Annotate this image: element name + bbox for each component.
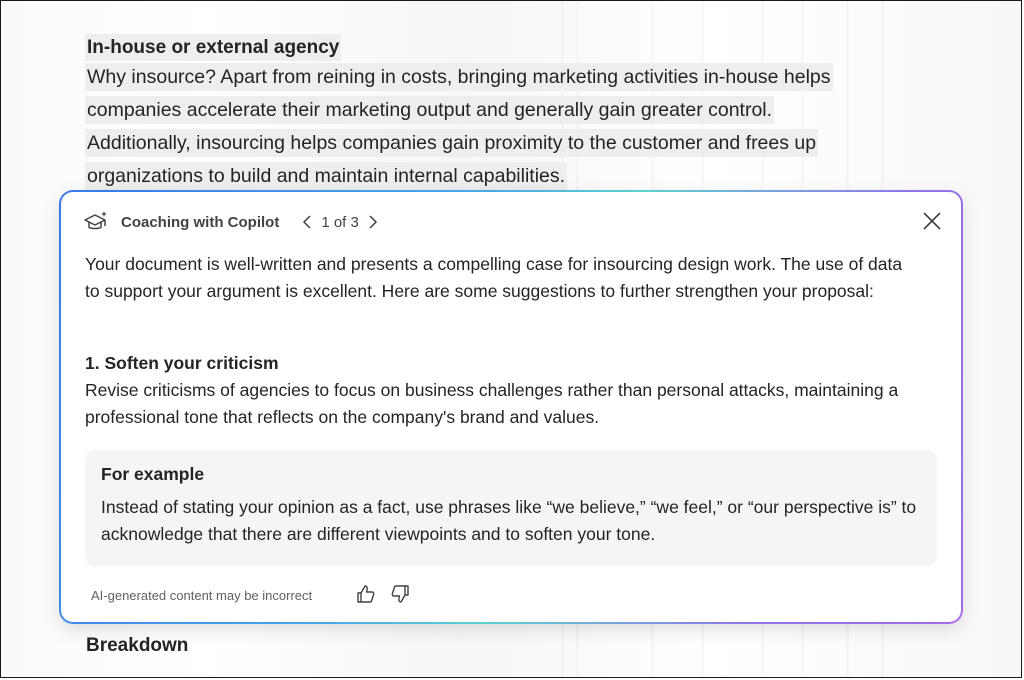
- next-suggestion-button[interactable]: [363, 211, 383, 233]
- card-title: Coaching with Copilot: [121, 213, 280, 231]
- example-box: [85, 450, 937, 566]
- suggestion-pager: 1 of 3: [321, 213, 359, 231]
- chevron-right-icon: [368, 214, 378, 230]
- thumbs-down-button[interactable]: [389, 583, 411, 605]
- document-paragraph[interactable]: [85, 61, 925, 193]
- paragraph-line: organizations to build and maintain internal capabilities.: [85, 162, 567, 190]
- previous-suggestion-button[interactable]: [297, 211, 317, 233]
- suggestion-title: 1. Soften your criticism: [85, 353, 279, 373]
- graduation-cap-sparkle-icon: [83, 210, 109, 234]
- copilot-coaching-card-border: [59, 190, 963, 624]
- thumbs-down-icon: [389, 583, 411, 605]
- coaching-intro-text: Your document is well-written and presents a compelling case for insourcing design work. The use of data to support your argument is excellent. Here are some suggestions to further strengthen your proposal:: [85, 254, 903, 301]
- thumbs-up-button[interactable]: [355, 583, 377, 605]
- suggestion-text: Revise criticisms of agencies to focus on business challenges rather than personal attacks, maintaining a professional tone that reflects on the company's brand and values.: [85, 380, 899, 427]
- thumbs-up-icon: [355, 583, 377, 605]
- paragraph-line: companies accelerate their marketing output and generally gain greater control.: [85, 96, 774, 124]
- example-title: For example: [101, 464, 205, 484]
- chevron-left-icon: [302, 214, 312, 230]
- breakdown-heading[interactable]: Breakdown: [86, 635, 189, 656]
- close-button[interactable]: [921, 210, 943, 232]
- ai-disclaimer: AI-generated content may be incorrect: [91, 588, 313, 603]
- example-text: Instead of stating your opinion as a fact, use phrases like “we believe,” “we feel,” or “our perspective is” to acknowledge that there are different viewpoints and to soften your tone.: [101, 497, 917, 544]
- card-header: [83, 210, 383, 234]
- document-heading[interactable]: In-house or external agency: [85, 31, 341, 64]
- close-icon: [921, 210, 943, 232]
- paragraph-line: Why insource? Apart from reining in costs, bringing marketing activities in-house helps: [85, 63, 833, 91]
- paragraph-line: Additionally, insourcing helps companies gain proximity to the customer and frees up: [85, 129, 818, 157]
- copilot-coaching-card: [61, 192, 961, 622]
